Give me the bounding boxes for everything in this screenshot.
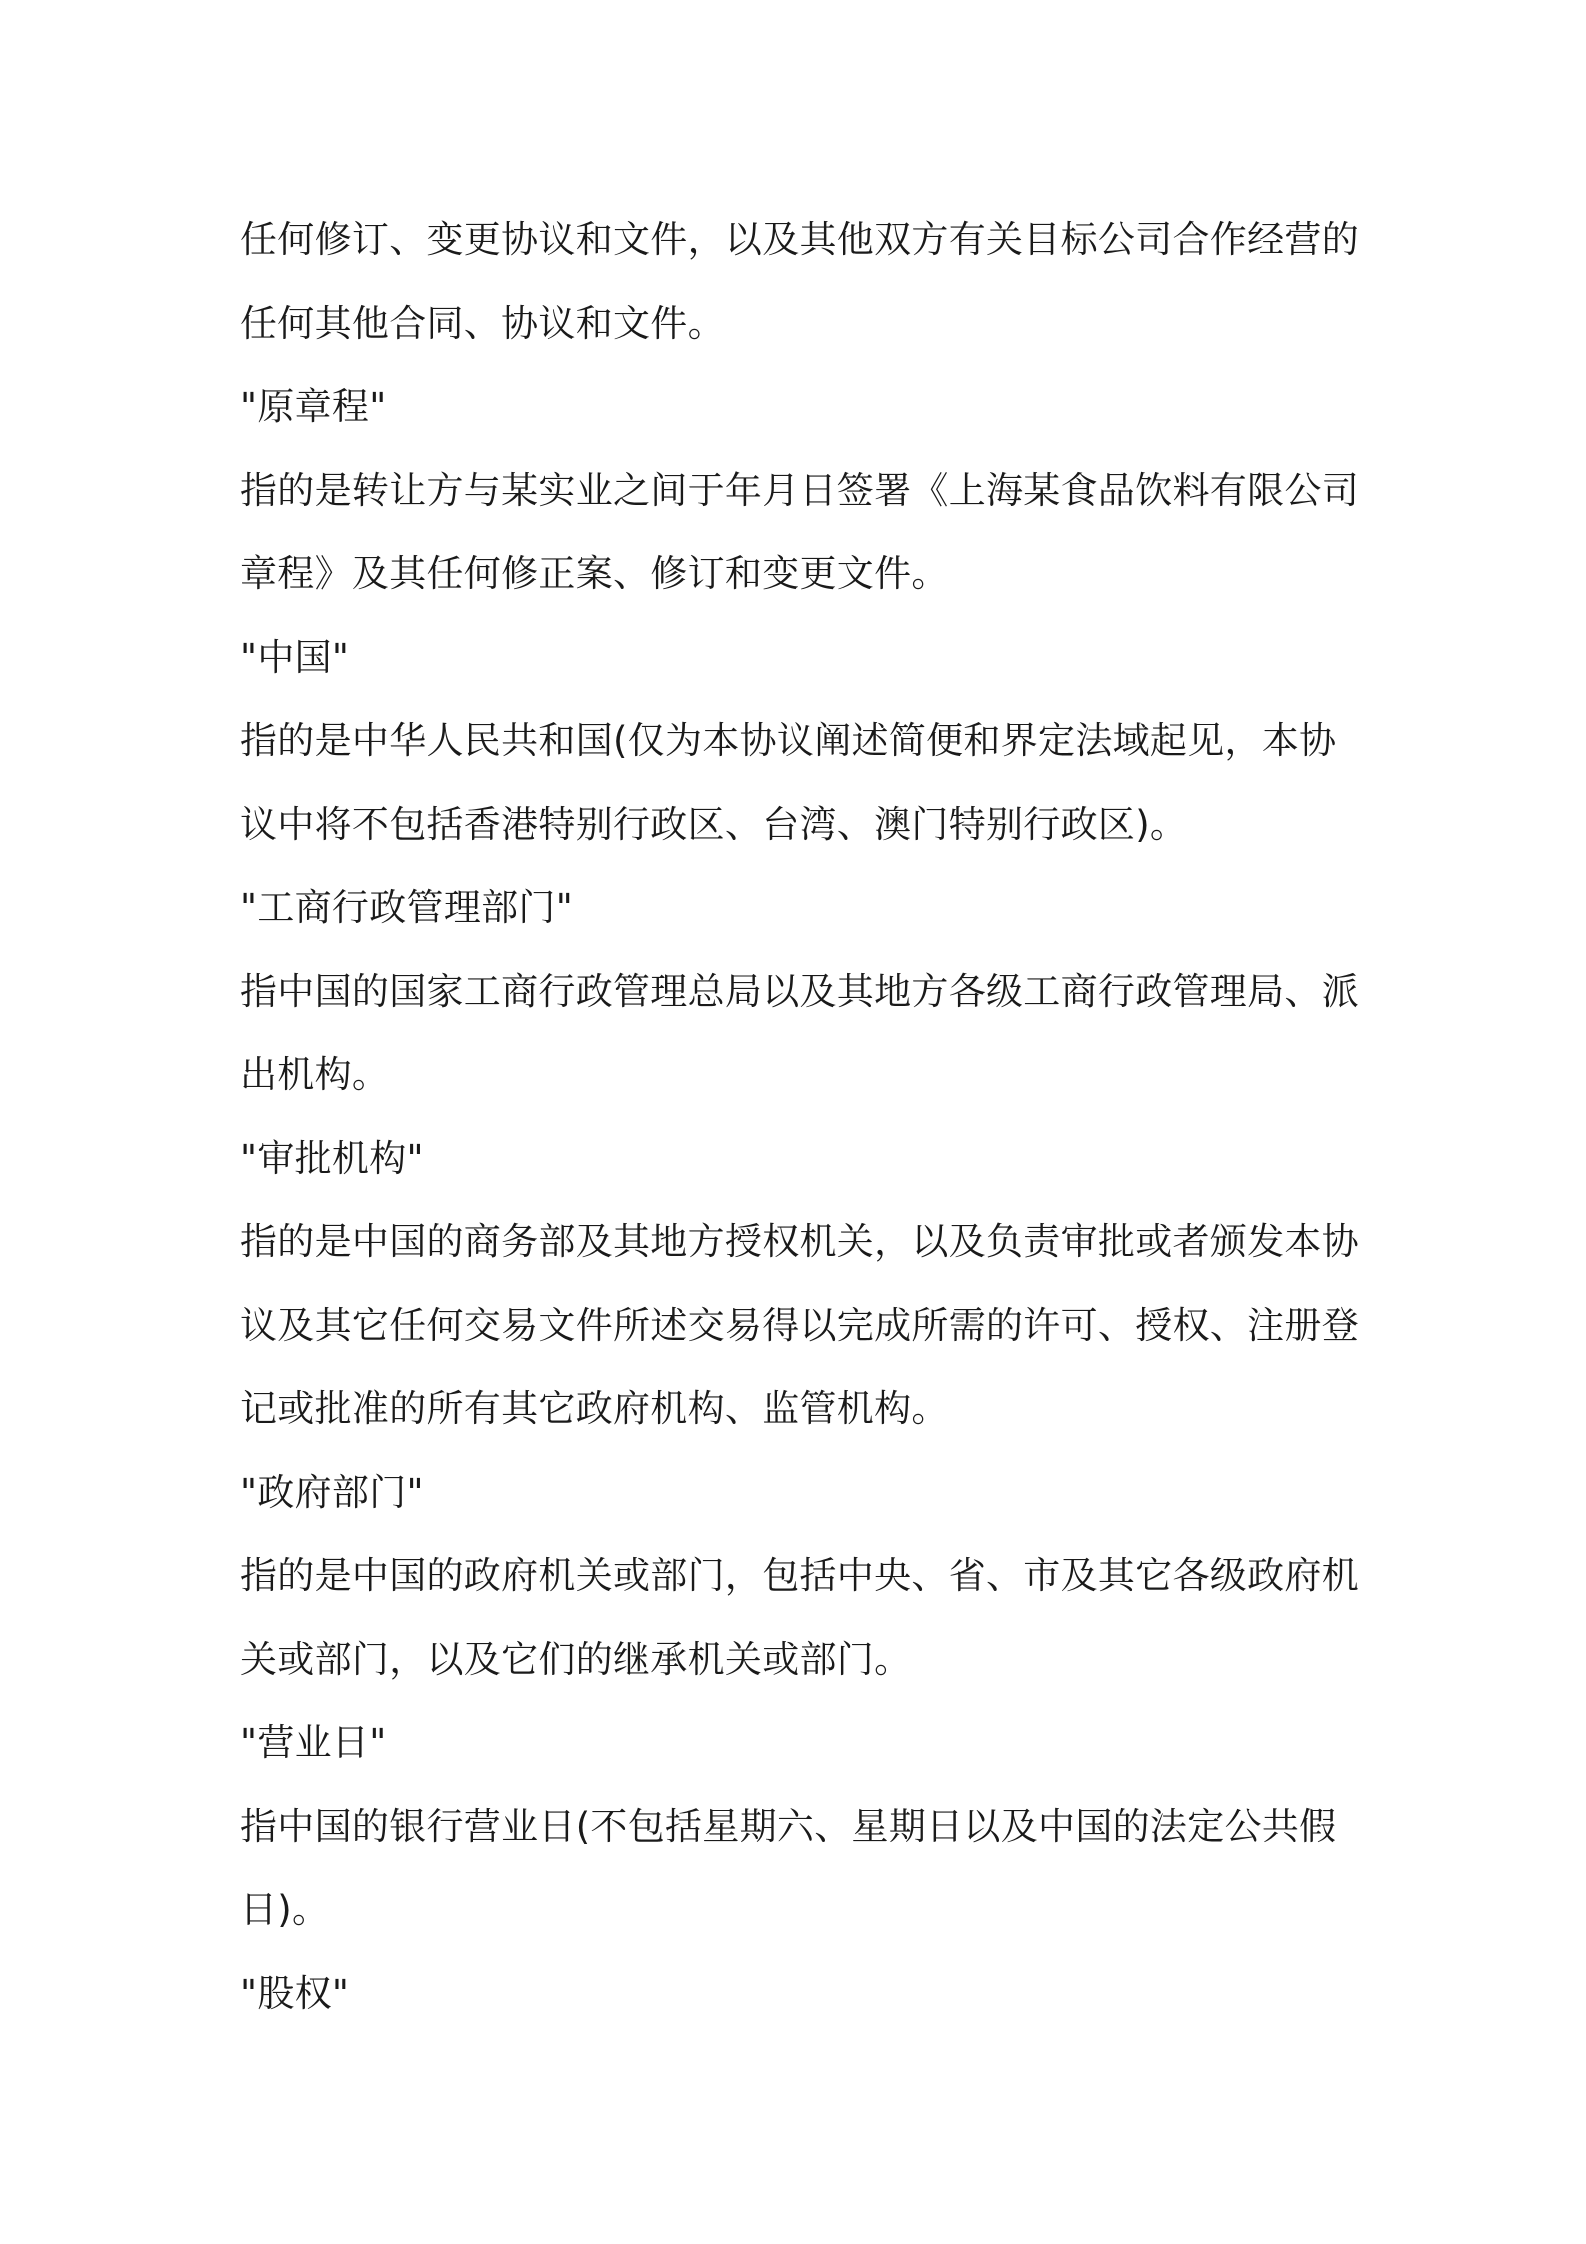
term-heading: "政府部门" (240, 1470, 424, 1514)
term-heading: "营业日" (240, 1721, 387, 1764)
term-heading: "审批机构" (240, 1136, 424, 1180)
term-heading: "工商行政管理部门" (240, 886, 574, 929)
term-heading: "股权" (240, 1971, 350, 2015)
body-line: 日)。 (240, 1888, 330, 1931)
body-line: 出机构。 (240, 1053, 390, 1096)
body-line: 章程》及其任何修正案、修订和变更文件。 (240, 552, 949, 595)
body-line: 指的是中华人民共和国(仅为本协议阐述简便和界定法域起见，本协 (240, 719, 1337, 762)
body-line: 指的是转让方与某实业之间于年月日签署《上海某食品饮料有限公司 (240, 468, 1359, 512)
body-line: 议及其它任何交易文件所述交易得以完成所需的许可、授权、注册登 (240, 1303, 1359, 1347)
body-line: 任何修订、变更协议和文件，以及其他双方有关目标公司合作经营的 (240, 218, 1359, 261)
body-line: 关或部门，以及它们的继承机关或部门。 (240, 1637, 912, 1681)
body-line: 指中国的国家工商行政管理总局以及其地方各级工商行政管理局、派 (240, 969, 1359, 1013)
body-line: 任何其他合同、协议和文件。 (240, 301, 725, 345)
body-line: 指中国的银行营业日(不包括星期六、星期日以及中国的法定公共假 (240, 1804, 1337, 1848)
body-line: 指的是中国的商务部及其地方授权机关，以及负责审批或者颁发本协 (240, 1220, 1359, 1263)
body-line: 记或批准的所有其它政府机构、监管机构。 (240, 1387, 949, 1430)
body-line: 指的是中国的政府机关或部门，包括中央、省、市及其它各级政府机 (240, 1554, 1359, 1597)
term-heading: "中国" (240, 635, 350, 679)
body-line: 议中将不包括香港特别行政区、台湾、澳门特别行政区)。 (240, 802, 1188, 846)
document-text (240, 198, 1359, 2035)
term-heading: "原章程" (240, 385, 387, 428)
